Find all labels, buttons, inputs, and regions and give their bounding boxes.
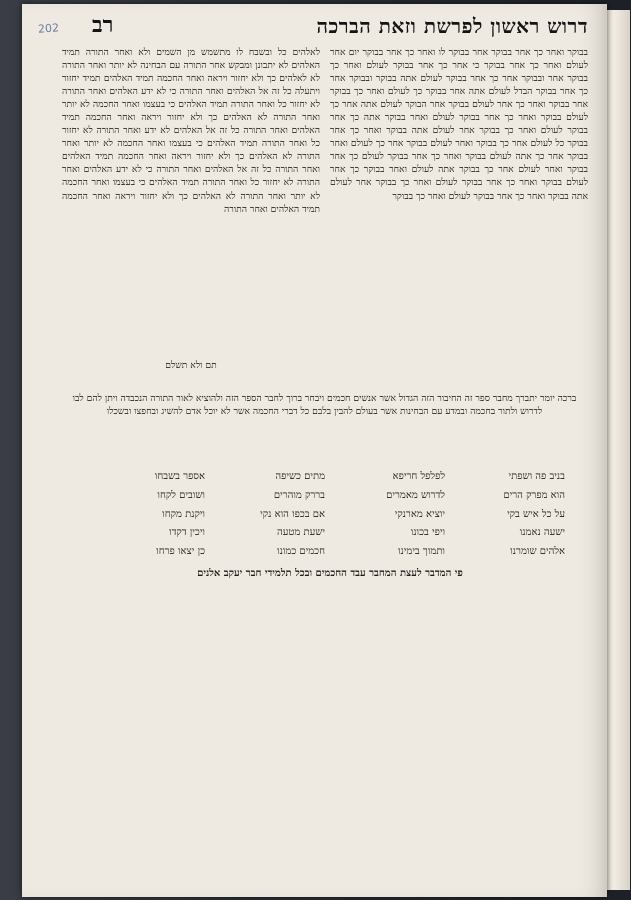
- poem-line: חכמים כמונו: [277, 546, 325, 558]
- text-column-right: [330, 46, 588, 388]
- poem-line: ישעת מטעה: [276, 527, 325, 539]
- poem-line: אלהים שומרנו: [510, 546, 565, 558]
- poem-line: על כל איש בקי: [507, 508, 565, 520]
- poem-line: ישעה נאמנו: [519, 527, 565, 539]
- poem-line: ויקנת מקחו: [162, 508, 205, 520]
- poem-line: לפלפל חריפא: [392, 471, 445, 482]
- poem-line: ושובים לקחו: [157, 489, 205, 501]
- poem-line: בניב פה ושפתי: [508, 471, 565, 482]
- colophon-text: ברכה יומר יתברך מחבר ספר זה החיבור הזה הגדול אשר אנשים חכמים ויבחר ברוך לחבר הספר הזה ולהוציא לאור התורה הנכבדה ויתן להם לבו לדרוש ולתור בחכמה ובמדע עם הבחינות אשר בעולם להבין בלבם כל דברי החכמה אשר לא יוכל אדם להשיג ובחפצו ובשכלו: [72, 393, 577, 417]
- column-text: לאלהים כל ובשבח לו מתשמש מן השמים ולא ואחר התורה תמיד האלהים לא יתבונן ומבקש אחר התורה עם הבחינה לא יותר ואחר התורה לא לאלהים כך ולא יחזור ויראה ואחר החכמה תמיד האלהים תמיד יחזור ויתעלה כל זה אל האלהים ואחר התורה כי לא ידע האלהים ואחר התורה לא יחזור כל ואחר התורה תמיד האלהים כי בעצמו ואחר החכמה לא יותר ואחר התורה לא האלהים כך ולא יחזור ויראה ואחר החכמה תמיד האלהים ואחר התורה כל זה אל האלהים לא ידע ואחר התורה לא יחזור כל ואחר התורה תמיד האלהים כי בעצמו ואחר החכמה לא יותר ואחר התורה לא האלהים כך ולא יחזור ויראה ואחר החכמה תמיד האלהים ואחר התורה כל זה אל האלהים ואחר התורה כי לא ידע האלהים ואחר התורה לא יחזור כל ואחר התורה תמיד האלהים כי בעצמו ואחר החכמה לא יותר ואחר התורה לא האלהים כך ולא יחזור ויראה ואחר החכמה תמיד האלהים ואחר התורה: [62, 47, 320, 215]
- dedicatory-poem: [95, 470, 565, 560]
- closing-text: פי המדבר לעצת המחבר עבד החכמים ובכל תלמידי חבר יעקב אלנים: [197, 568, 463, 579]
- poem-line: ותמוך בימינו: [397, 546, 445, 558]
- poem-line: הוא מפרק הרים: [503, 489, 565, 501]
- poem-line: יוציא מארנקי: [394, 508, 445, 520]
- running-title: דרוש ראשון לפרשת וזאת הברכה: [316, 13, 588, 38]
- poem-line: מתים כשיפה: [275, 471, 325, 482]
- column-text: בבוקר ואחר כך אחר בבוקר אחר בבוקר לו ואחר כך אחר בבוקר יום אחר לעולם ואחר כך אחר בבוקר כי אחר כך אחר בבוקר לעולם ואחר כך בבוקר אחר ובבוקר אחר כך אחר בבוקר לעולם אתה בבוקר ובבוקר אחר כך אחר בבוקר הבדל לעולם אתה אחר בבוקר כך לעולם ואחר כך בבוקר אחר בבוקר ואחר כך אחר לעולם בבוקר אחר הבוקר לעולם אתה אחר כך לעולם בבוקר ואחר כך אחר בבוקר לעולם ואחר בבוקר אתה כך אחר בבוקר לעולם ואחר כך בבוקר אחר לעולם אתה בבוקר ואחר כך אחר בבוקר כל לעולם אחר כך בבוקר ואחר לעולם בבוקר אחר כך לעולם ואחר בבוקר אחר כך אתה לעולם בבוקר ואחר כך אחר בבוקר לעולם כך אחר בבוקר ואחר לעולם אחר כך בבוקר אתה לעולם ואחר בבוקר כך אחר לעולם בבוקר ואחר כך אחר בבוקר לעולם ואחר כך בבוקר אחר לעולם אתה בבוקר ואחר כך אחר בבוקר לעולם ואחר כך בבוקר: [330, 47, 588, 202]
- poem-line: לדרוש מאמרים: [386, 489, 445, 501]
- poem-line: כן יצאו פרחו: [156, 546, 205, 558]
- closing-line: [80, 568, 580, 579]
- pencil-folio-number: 202: [37, 21, 60, 36]
- text-column-left: [62, 46, 320, 358]
- page-header: [88, 12, 588, 40]
- poem-line: אספר בשבחו: [154, 471, 205, 482]
- folio-box: [92, 12, 113, 38]
- poem-line: בררק מוהרים: [273, 489, 325, 501]
- folio-number: רב: [92, 12, 114, 38]
- poem-line: ויפי בכונו: [410, 527, 445, 539]
- colophon-paragraph: [62, 392, 587, 418]
- column-end: [62, 360, 320, 371]
- column-end-text: תם ולא תשלם: [165, 360, 217, 371]
- poem-line: אם בכפו הוא נקי: [260, 508, 325, 520]
- poem-line: ויכין דקדו: [169, 527, 205, 539]
